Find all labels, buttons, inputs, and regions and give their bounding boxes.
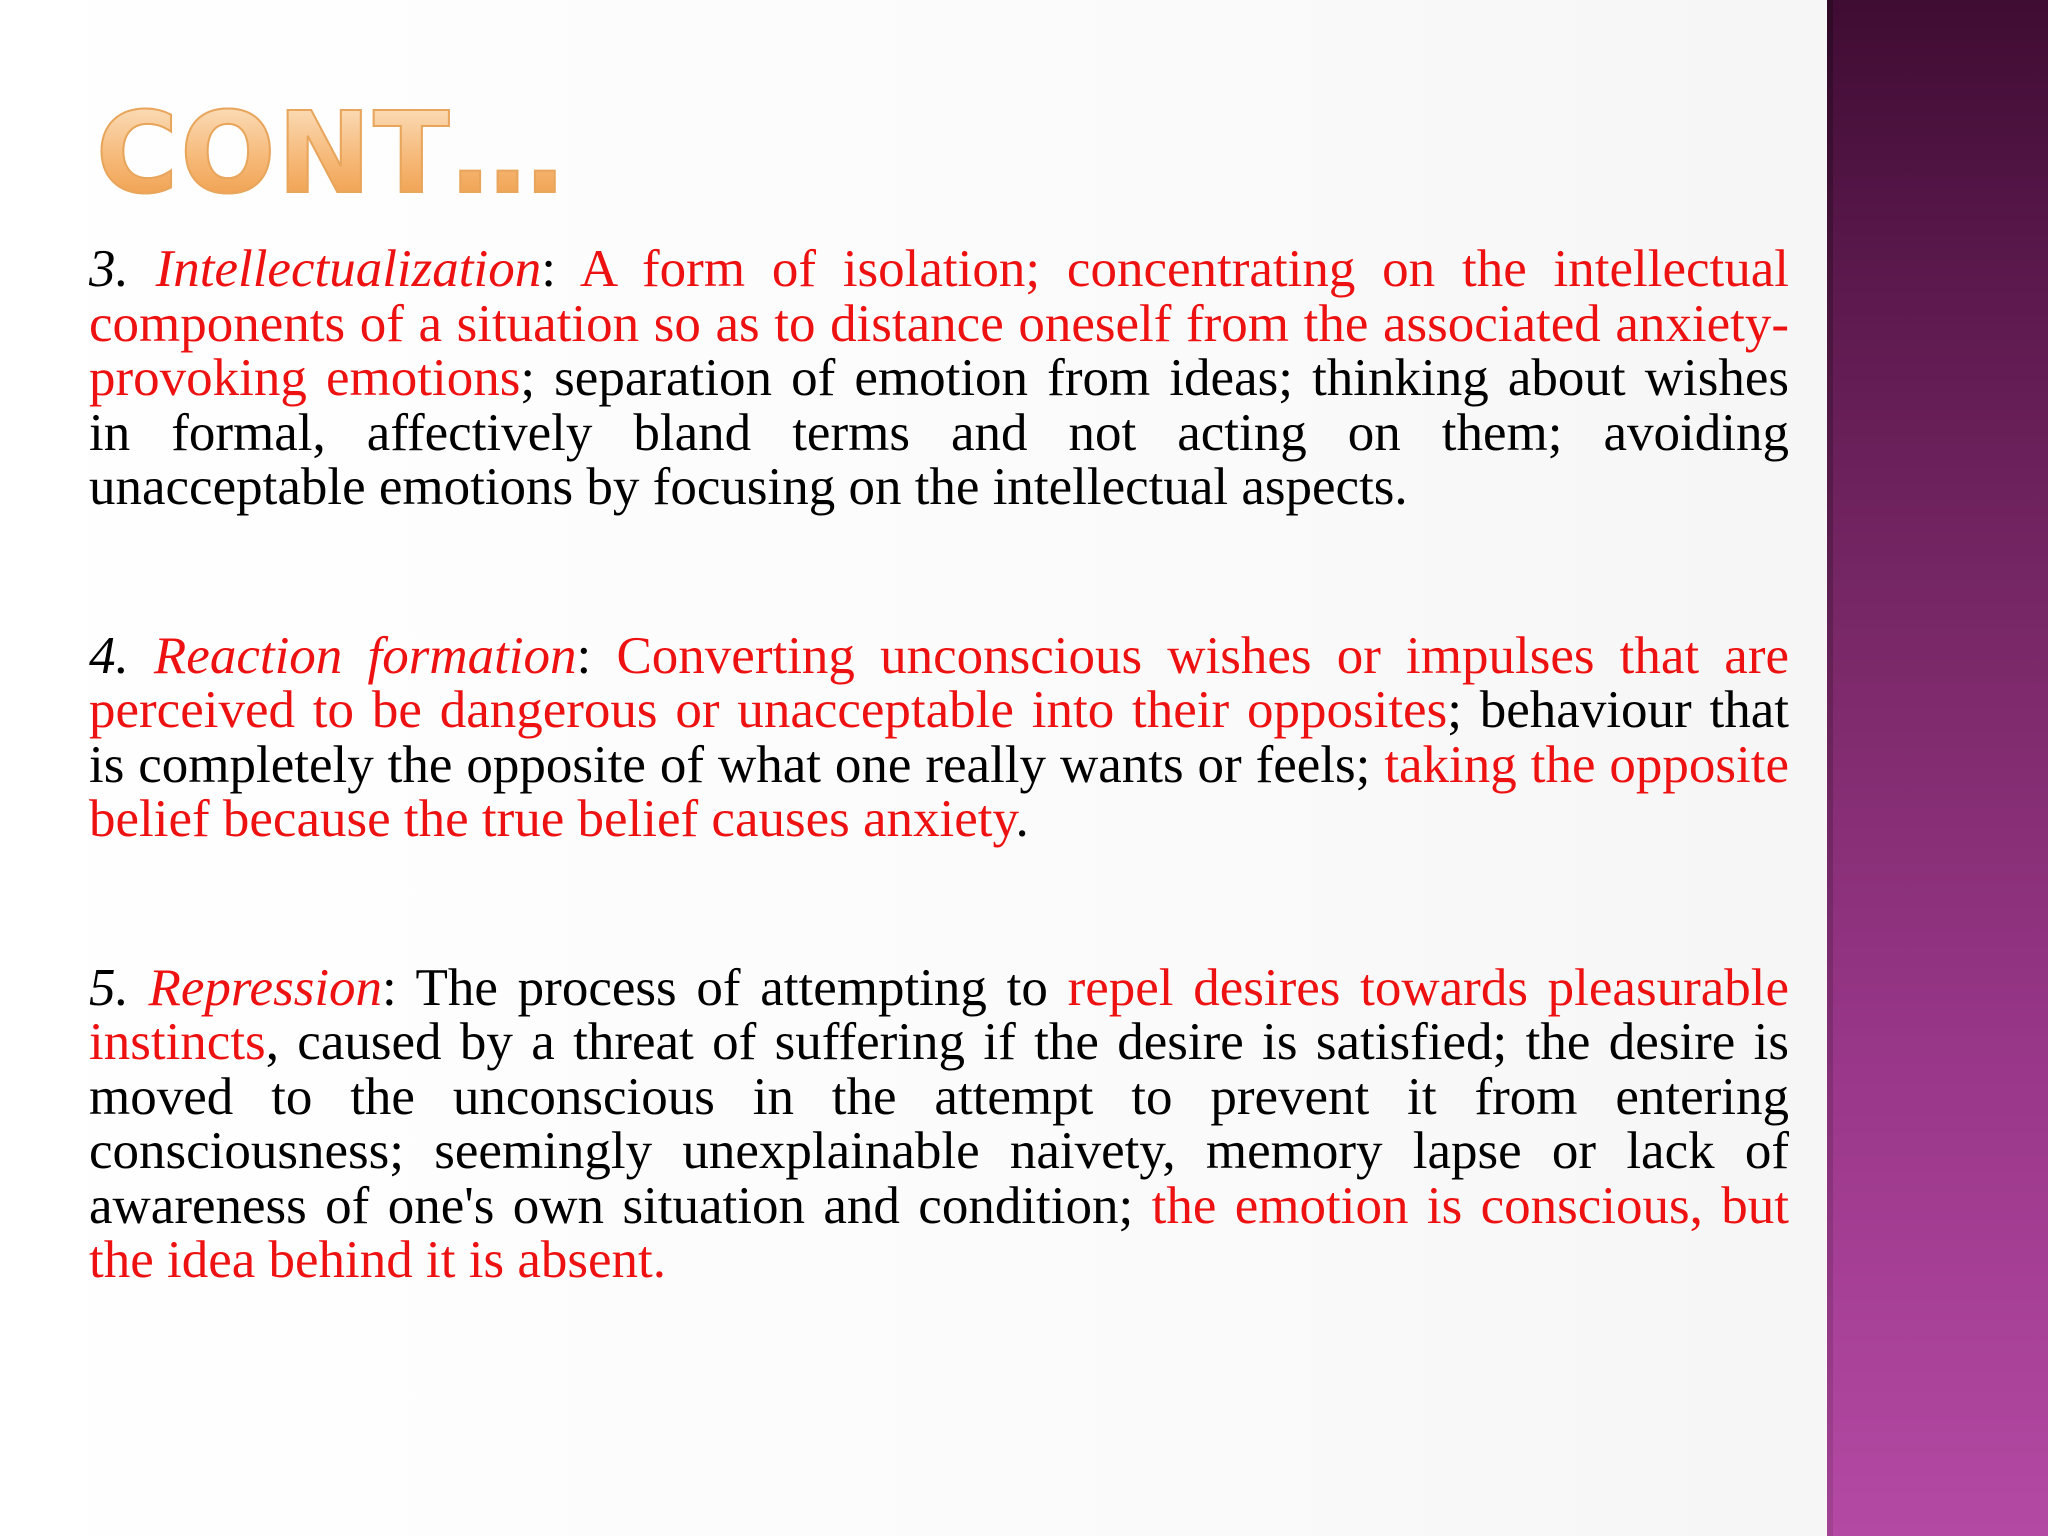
item-highlight-segment: Converting unconscious wishes or impulses that are perceived to be dangerous or unacceptable into their opposites: [89, 626, 1790, 739]
item-highlight-segment: repel desires towards pleasurable instincts: [89, 958, 1789, 1071]
item-number: 4: [89, 626, 116, 685]
item-text-segment: .: [1015, 790, 1029, 848]
item-text-segment: ; behaviour that is completely the opposite of what one really wants or feels;: [89, 681, 1789, 794]
slide-body: [89, 242, 1789, 1288]
item-term: Intellectualization: [155, 240, 542, 298]
item-text-segment: : The process of attempting to: [382, 958, 1068, 1017]
item-highlight-segment: A form of isolation; concentrating on the intellectual components of a situation so as to distance oneself from the associated anxiety-provoking emotions: [89, 240, 1789, 407]
slide-title: CONT…: [96, 89, 566, 219]
item-term: Reaction formation: [153, 626, 577, 685]
item-number-dot: .: [115, 626, 129, 685]
item-text-segment: :: [541, 240, 580, 298]
item-highlight-segment: the emotion is conscious, but the idea behind it is absent.: [89, 1176, 1789, 1289]
item-number-dot: .: [115, 958, 129, 1017]
item-intellectualization: [89, 242, 1789, 515]
item-text-segment: ; separation of emotion from ideas; thinking about wishes in formal, affectively bland terms and not acting on them; avoiding unacceptable emotions by focusing on the intellectual aspects.: [89, 349, 1790, 516]
item-number-dot: .: [115, 240, 129, 298]
item-repression: [89, 958, 1789, 1289]
decorative-side-bar: [1827, 0, 2048, 1536]
item-term: Repression: [148, 958, 383, 1017]
item-highlight-segment: taking the opposite belief because the true belief causes anxiety: [89, 735, 1789, 848]
item-number: 3: [89, 240, 116, 298]
item-number: 5: [89, 958, 116, 1017]
item-text-segment: , caused by a threat of suffering if the desire is satisfied; the desire is moved to the unconscious in the attempt to prevent it from entering consciousness; seemingly unexplainable naivety, memory lapse or lack of awareness of one's own situation and condition;: [89, 1013, 1789, 1235]
item-reaction-formation: [89, 626, 1790, 848]
item-text-segment: :: [576, 626, 617, 685]
